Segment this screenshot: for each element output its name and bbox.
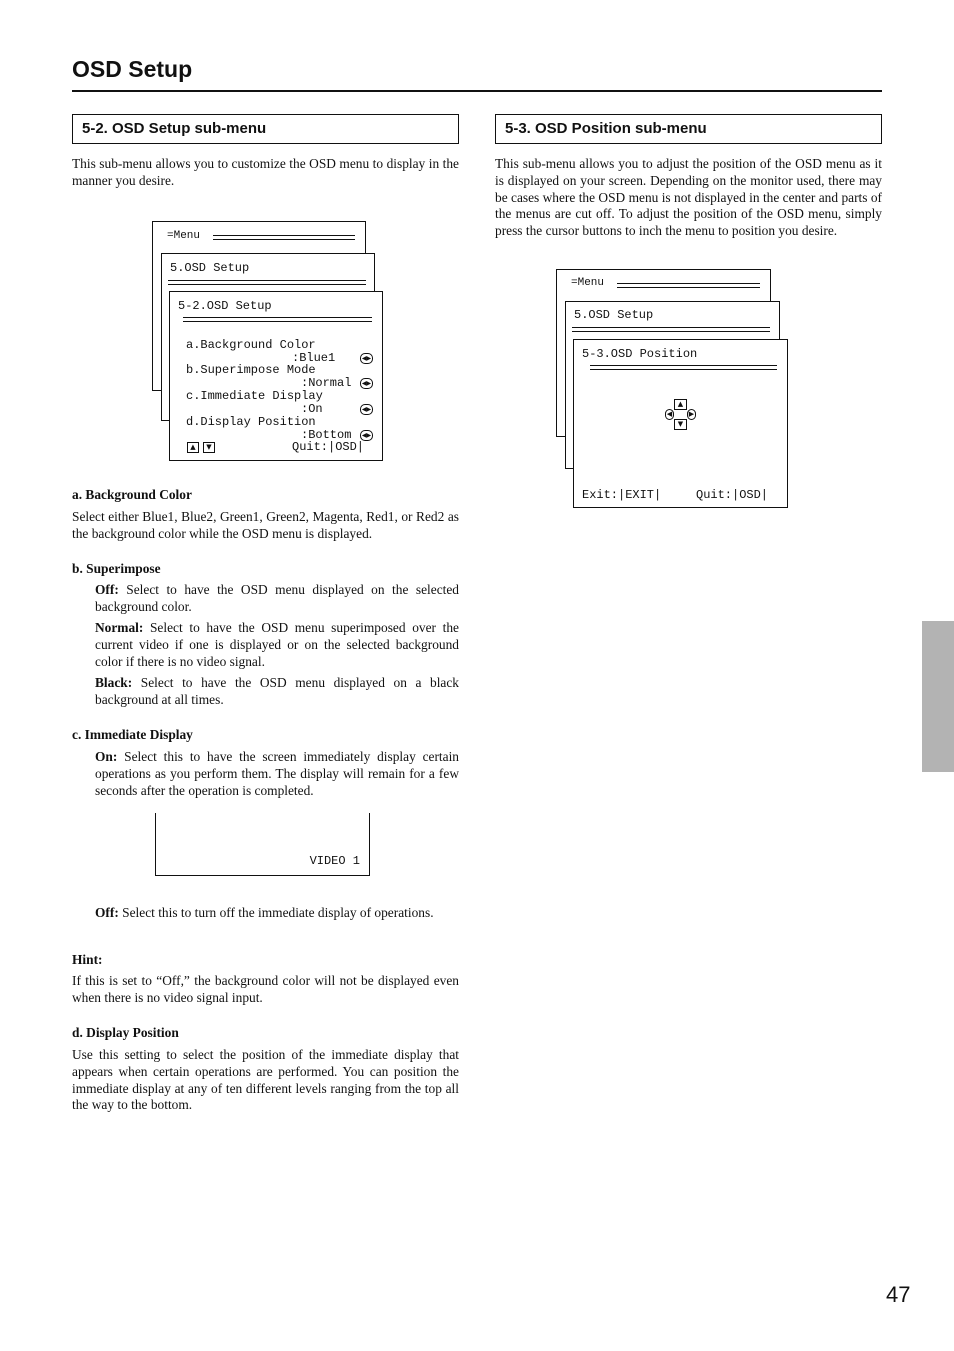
level3-label: 5-3.OSD Position xyxy=(582,347,698,361)
down-arrow-icon: ▼ xyxy=(203,442,215,453)
hint-heading: Hint: xyxy=(72,952,103,967)
video-input-label: VIDEO 1 xyxy=(309,854,360,868)
immediate-display-off-text: Off: Select this to turn off the immediate display of operations. xyxy=(95,905,434,920)
menu-rule xyxy=(213,235,355,240)
osd-setup-intro: This sub-menu allows you to customize the OSD menu to display in the manner you desire. xyxy=(72,156,459,188)
osd-item-background-color: a.Background Color xyxy=(186,338,316,352)
osd-window-level3 xyxy=(169,291,383,461)
menu-label: =Menu xyxy=(167,230,201,242)
page-number: 47 xyxy=(886,1282,911,1307)
osd-value-immediate-display: :On xyxy=(301,402,323,416)
level3-rule xyxy=(183,317,372,322)
up-arrow-icon: ▲ xyxy=(187,442,199,453)
title-divider xyxy=(72,90,882,92)
section-heading-osd-position: 5-3. OSD Position sub-menu xyxy=(495,114,882,144)
display-position-heading: d. Display Position xyxy=(72,1025,179,1040)
level2-label: 5.OSD Setup xyxy=(574,308,654,322)
osd-exit-hint: Exit:|EXIT| xyxy=(582,488,662,502)
right-arrow-icon: ▶ xyxy=(688,410,695,418)
down-arrow-icon: ▼ xyxy=(674,419,687,430)
superimpose-black-text: Black: Select to have the OSD menu displayed on a black background at all times. xyxy=(95,675,459,707)
display-position-text: Use this setting to select the position of the immediate display that appears when certain operations are performed. You can position the immediate display at any of ten different levels ranging from the top all the way to the bottom. xyxy=(72,1047,459,1113)
left-right-icon: ◀▶ xyxy=(361,406,372,413)
osd-value-display-position: :Bottom xyxy=(301,428,352,442)
osd-item-display-position: d.Display Position xyxy=(186,415,316,429)
left-arrow-icon: ◀ xyxy=(666,410,673,418)
osd-item-immediate-display: c.Immediate Display xyxy=(186,389,323,403)
hint-text: If this is set to “Off,” the background color will not be displayed even when there is no video signal input. xyxy=(72,973,459,1005)
osd-window-level3 xyxy=(573,339,788,508)
superimpose-heading: b. Superimpose xyxy=(72,561,161,576)
menu-rule xyxy=(617,283,760,288)
superimpose-off-text: Off: Select to have the OSD menu displayed on the selected background color. xyxy=(95,582,459,614)
immediate-display-heading: c. Immediate Display xyxy=(72,727,193,742)
background-color-heading: a. Background Color xyxy=(72,487,192,502)
menu-label: =Menu xyxy=(571,277,605,289)
immediate-display-on-text: On: Select this to have the screen immediately display certain operations as you perform them. The display will remain for a few seconds after the operation is completed. xyxy=(95,749,459,798)
section-heading-osd-setup: 5-2. OSD Setup sub-menu xyxy=(72,114,459,144)
chapter-tab xyxy=(922,621,954,772)
osd-quit-hint: Quit:|OSD| xyxy=(696,488,769,502)
level2-label: 5.OSD Setup xyxy=(170,261,250,275)
up-arrow-icon: ▲ xyxy=(674,399,687,410)
osd-position-intro: This sub-menu allows you to adjust the position of the OSD menu as it is displayed on your screen. Depending on the monitor used, there may be cases where the OSD menu is not displayed in the center and parts of the menus are cut off. To adjust the position of the OSD menu, simply press the cursor buttons to inch the menu to position you desire. xyxy=(495,156,882,239)
level2-rule xyxy=(168,280,366,285)
left-right-icon: ◀▶ xyxy=(361,380,372,387)
osd-item-superimpose-mode: b.Superimpose Mode xyxy=(186,363,316,377)
level3-label: 5-2.OSD Setup xyxy=(178,299,272,313)
osd-value-superimpose-mode: :Normal xyxy=(301,376,352,390)
level2-rule xyxy=(572,327,770,332)
level3-rule xyxy=(590,365,777,370)
left-right-icon: ◀▶ xyxy=(361,355,372,362)
page-title: OSD Setup xyxy=(72,56,193,82)
immediate-display-sample xyxy=(155,813,370,876)
osd-value-background-color: :Blue1 xyxy=(292,351,336,365)
superimpose-normal-text: Normal: Select to have the OSD menu superimposed over the current video if one is displayed or on the selected background color if there is no video signal. xyxy=(95,620,459,669)
background-color-text: Select either Blue1, Blue2, Green1, Green2, Magenta, Red1, or Red2 as the background color while the OSD menu is displayed. xyxy=(72,509,459,541)
left-right-icon: ◀▶ xyxy=(361,432,372,439)
osd-quit-hint: Quit:|OSD| xyxy=(292,440,365,454)
